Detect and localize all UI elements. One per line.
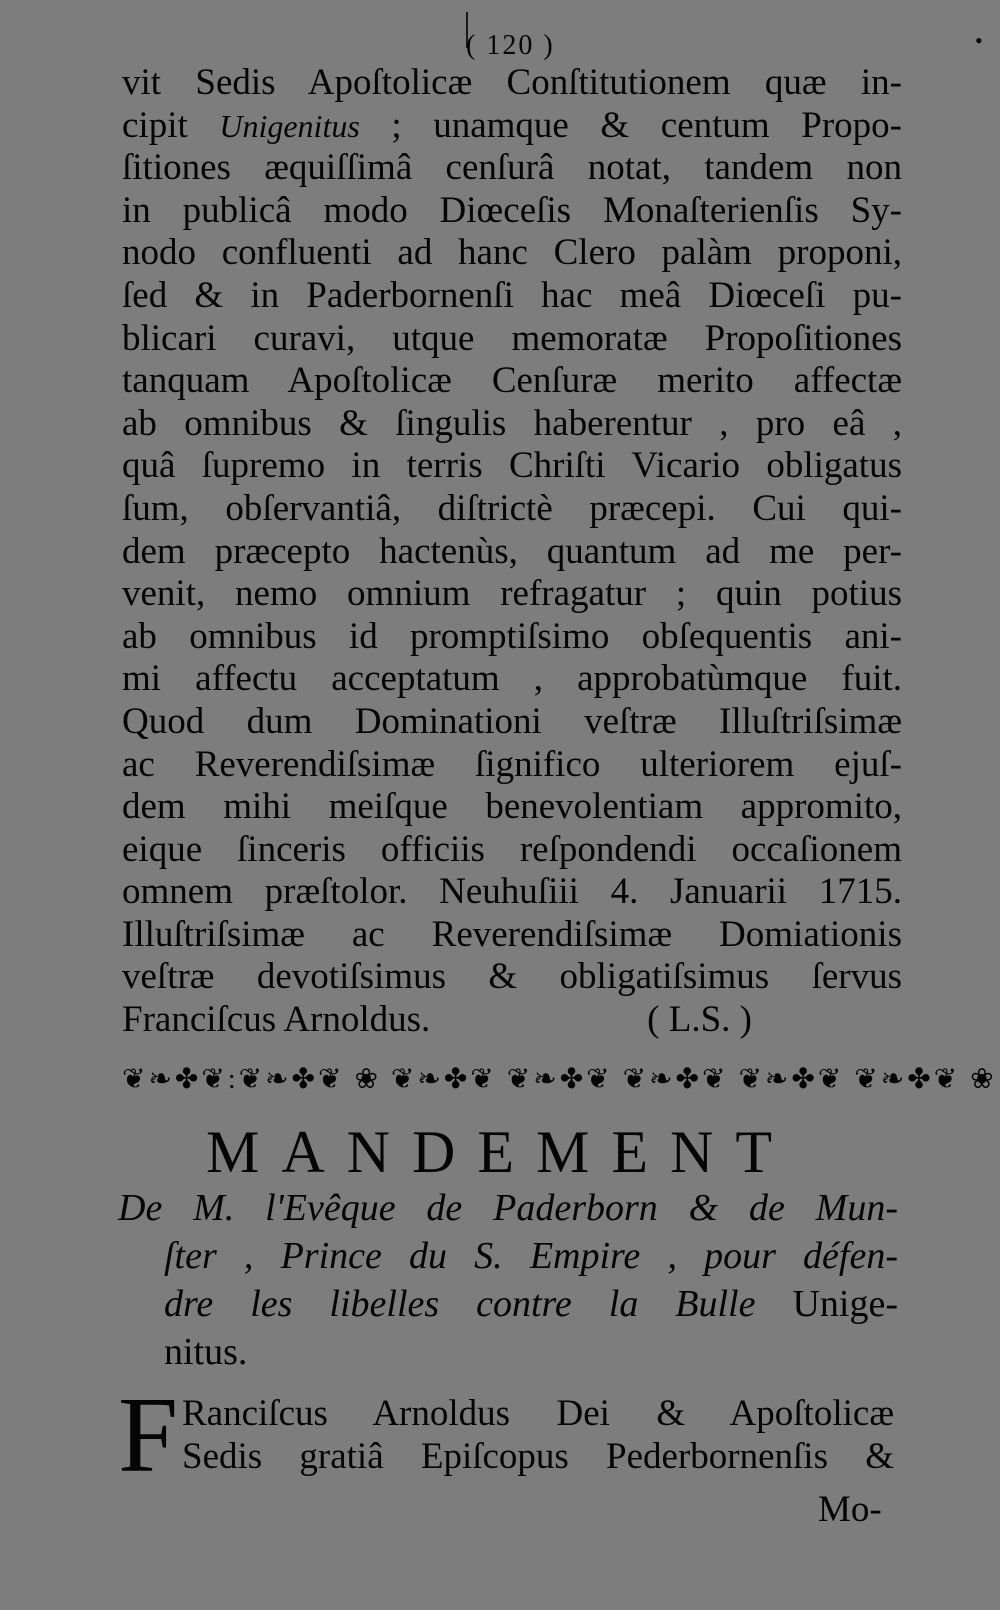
text-line: blicari curavi, utque memoratæ Propoſitiones bbox=[122, 317, 902, 359]
text-line: dem mihi meiſque benevolentiam appromito, bbox=[122, 786, 902, 828]
text-line: quâ ſupremo in terris Chriſti Vicario obligatus bbox=[122, 445, 902, 487]
subtitle-line: dre les libelles contre la Bulle Unige- bbox=[164, 1283, 898, 1325]
ornamental-divider: ❦❧✤❦:❦❧✤❦ ❀ ❦❧✤❦ ❦❧✤❦ ❦❧✤❦ ❦❧✤❦ ❦❧✤❦ ❀ bbox=[122, 1064, 997, 1095]
drop-cap-initial: F bbox=[118, 1376, 179, 1495]
text-line: ac Reverendiſsimæ ſignifico ulteriorem ejuſ- bbox=[122, 743, 902, 785]
text-line: Illuſtriſsimæ ac Reverendiſsimæ Domiationis bbox=[122, 913, 902, 955]
text-line: Quod dum Dominationi veſtræ Illuſtriſsimæ bbox=[122, 700, 902, 742]
opening-line: Sedis gratiâ Epiſcopus Pederbornenſis & bbox=[182, 1436, 894, 1477]
text-line: vit Sedis Apoſtolicæ Conſtitutionem quæ in- bbox=[122, 62, 902, 103]
text-line: cipit Unigenitus ; unamque & centum Propo- bbox=[122, 104, 902, 146]
text-line: mi affectu acceptatum , approbatùmque fuit. bbox=[122, 658, 902, 700]
text-line: tanquam Apoſtolicæ Cenſuræ merito affectæ bbox=[122, 360, 902, 402]
text-line: ab omnibus id promptiſsimo obſequentis ani- bbox=[122, 615, 902, 657]
text-line: venit, nemo omnium refragatur ; quin potius bbox=[122, 573, 902, 615]
subtitle-line: ſter , Prince du S. Empire , pour défen- bbox=[164, 1235, 898, 1277]
text-line: omnem præſtolor. Neuhuſiii 4. Januarii 1715. bbox=[122, 871, 902, 913]
text-line: ſed & in Paderbornenſi hac meâ Diœceſi pu- bbox=[122, 274, 902, 316]
catchword: Mo- bbox=[818, 1489, 882, 1530]
text-line: in publicâ modo Diœceſis Monaſterienſis Sy- bbox=[122, 189, 902, 231]
opening-paragraph bbox=[182, 1392, 894, 1478]
signatory-name: Franciſcus Arnoldus. bbox=[122, 999, 431, 1041]
text-line: ſum, obſervantiâ, diſtrictè præcepi. Cui qui- bbox=[122, 487, 902, 529]
letter-body bbox=[122, 62, 902, 1042]
subtitle-line: De M. l'Evêque de Paderborn & de Mun- bbox=[118, 1187, 898, 1229]
text-line: eique ſinceris officiis reſpondendi occaſionem bbox=[122, 828, 902, 870]
section-heading: MANDEMENT bbox=[206, 1119, 794, 1185]
opening-line: Ranciſcus Arnoldus Dei & Apoſtolicæ bbox=[182, 1393, 894, 1434]
seal-mark: ( L.S. ) bbox=[647, 999, 752, 1041]
page-number: ( 120 ) bbox=[466, 30, 555, 61]
subtitle-line: nitus. bbox=[164, 1331, 248, 1373]
ink-speck: • bbox=[975, 28, 983, 53]
text-line: dem præcepto hactenùs, quantum ad me per- bbox=[122, 530, 902, 572]
text-line: ſitiones æquiſſimâ cenſurâ notat, tandem non bbox=[122, 147, 902, 189]
signature-line bbox=[122, 999, 902, 1042]
text-line: veſtræ devotiſsimus & obligatiſsimus ſervus bbox=[122, 956, 902, 998]
text-line: nodo confluenti ad hanc Clero palàm proponi, bbox=[122, 232, 902, 274]
text-line: ab omnibus & ſingulis haberentur , pro eâ , bbox=[122, 402, 902, 444]
section-subtitle bbox=[118, 1184, 898, 1376]
